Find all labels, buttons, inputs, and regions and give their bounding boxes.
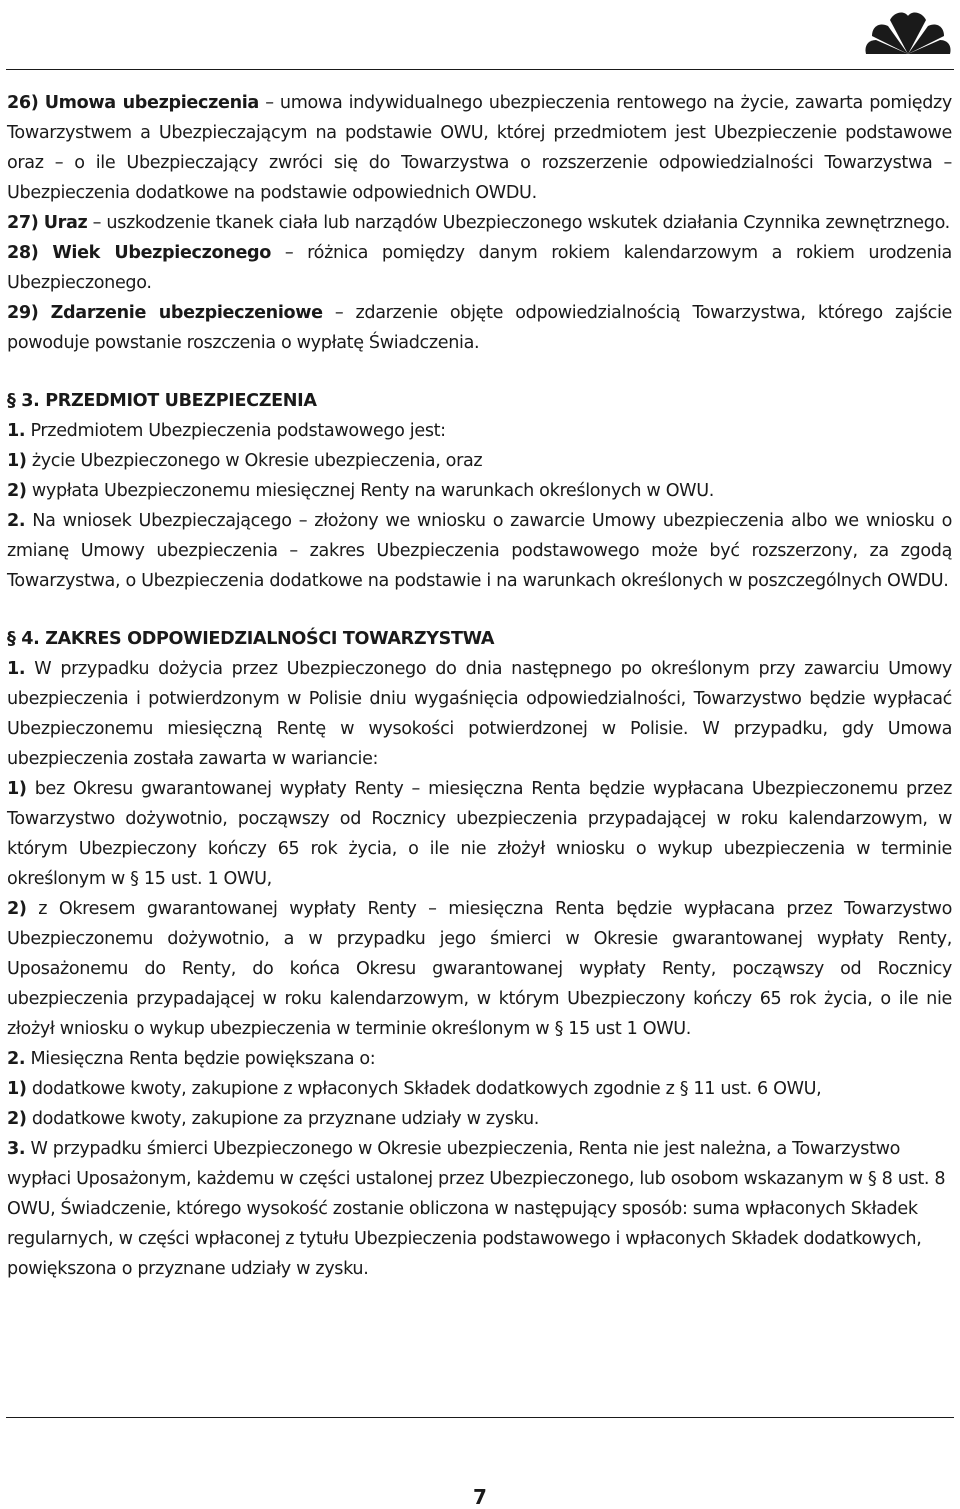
section3-item: 2. Na wniosek Ubezpieczającego – złożony we wniosku o zawarcie Umowy ubezpieczenia albo we wniosku o zmianę Umowy ubezpieczenia – zakres Ubezpieczenia podstawowego może być rozszerzony, za zgodą Towarzystwa, o Ubezpieczenia dodatkowe na podstawie i na warunkach określonych w poszczególnych OWDU. bbox=[7, 511, 952, 591]
page-number: 7 bbox=[473, 1485, 487, 1509]
fan-shell-logo-icon bbox=[860, 6, 956, 56]
document-body bbox=[7, 88, 952, 1284]
section3-item: 2) wypłata Ubezpieczonemu miesięcznej Renty na warunkach określonych w OWU. bbox=[7, 481, 715, 501]
definition-27: 27) Uraz – uszkodzenie tkanek ciała lub narządów Ubezpieczonego wskutek działania Czynnika zewnętrznego. bbox=[7, 213, 950, 233]
section4-item: 1. W przypadku dożycia przez Ubezpieczonego do dnia następnego po określonym przy zawarciu Umowy ubezpieczenia i potwierdzonym w Polisie dniu wygaśnięcia odpowiedzialności, Towarzystwo będzie wypłacać Ubezpieczonemu miesięczną Rentę w wysokości potwierdzonej w Polisie. W przypadku, gdy Umowa ubezpieczenia została zawarta w wariancie: bbox=[7, 659, 952, 769]
section-heading-4: § 4. ZAKRES ODPOWIEDZIALNOŚCI TOWARZYSTWA bbox=[7, 629, 495, 649]
definition-29: 29) Zdarzenie ubezpieczeniowe – zdarzenie objęte odpowiedzialnością Towarzystwa, którego zajście powoduje powstanie roszczenia o wypłatę Świadczenia. bbox=[7, 303, 952, 353]
definition-term: Wiek Ubezpieczonego bbox=[52, 243, 272, 263]
definition-term: Umowa ubezpieczenia bbox=[44, 93, 259, 113]
definition-term: Uraz bbox=[43, 213, 88, 233]
definition-26: 26) Umowa ubezpieczenia – umowa indywidualnego ubezpieczenia rentowego na życie, zawarta pomiędzy Towarzystwem a Ubezpieczającym na podstawie OWU, której przedmiotem jest Ubezpieczenie podstawowe oraz – o ile Ubezpieczający zwróci się do Towarzystwa o rozszerzenie odpowiedzialności Towarzystwa – Ubezpieczenia dodatkowe na podstawie odpowiednich OWDU. bbox=[7, 93, 952, 203]
section4-item: 2) z Okresem gwarantowanej wypłaty Renty – miesięczna Renta będzie wypłacana przez Towarzystwo Ubezpieczonemu dożywotnio, a w przypadku jego śmierci w Okresie gwarantowanej wypłaty Renty, Uposażonemu do Renty, do końca Okresu gwarantowanej wypłaty Renty, począwszy od Rocznicy ubezpieczenia przypadającej w roku kalendarzowym, w którym Ubezpieczony kończy 65 rok życia, o ile nie złożył wniosku o wykup ubezpieczenia w terminie określonym w § 15 ust 1 OWU. bbox=[7, 899, 952, 1039]
section4-item: 1) bez Okresu gwarantowanej wypłaty Renty – miesięczna Renta będzie wypłacana Ubezpieczonemu przez Towarzystwo dożywotnio, począwszy od Rocznicy ubezpieczenia przypadającej w roku kalendarzowym, w którym Ubezpieczony kończy 65 rok życia, o ile nie złożył wniosku o wykup ubezpieczenia w terminie określonym w § 15 ust. 1 OWU, bbox=[7, 779, 952, 889]
section4-item: 3. W przypadku śmierci Ubezpieczonego w Okresie ubezpieczenia, Renta nie jest należna, a Towarzystwo wypłaci Uposażonym, każdemu w części ustalonej przez Ubezpieczonego, lub osobom wskazanym w § 8 ust. 8 OWU, Świadczenie, którego wysokość zostanie obliczona w następujący sposób: suma wpłaconych Składek regularnych, w części wpłaconej z tytułu Ubezpieczenia podstawowego i wpłaconych Składek dodatkowych, powiększona o przyznane udziały w zysku. bbox=[7, 1139, 946, 1279]
section4-item: 2. Miesięczna Renta będzie powiększana o: bbox=[7, 1049, 376, 1069]
section-heading-3: § 3. PRZEDMIOT UBEZPIECZENIA bbox=[7, 391, 317, 411]
definition-term: Zdarzenie ubezpieczeniowe bbox=[50, 303, 323, 323]
section4-item: 2) dodatkowe kwoty, zakupione za przyznane udziały w zysku. bbox=[7, 1109, 539, 1129]
section3-item: 1. Przedmiotem Ubezpieczenia podstawowego jest: bbox=[7, 421, 446, 441]
top-rule bbox=[6, 69, 954, 70]
section4-item: 1) dodatkowe kwoty, zakupione z wpłaconych Składek dodatkowych zgodnie z § 11 ust. 6 OWU, bbox=[7, 1079, 822, 1099]
definition-28: 28) Wiek Ubezpieczonego – różnica pomiędzy danym rokiem kalendarzowym a rokiem urodzenia Ubezpieczonego. bbox=[7, 243, 952, 293]
section3-item: 1) życie Ubezpieczonego w Okresie ubezpieczenia, oraz bbox=[7, 451, 483, 471]
bottom-rule bbox=[6, 1417, 954, 1418]
